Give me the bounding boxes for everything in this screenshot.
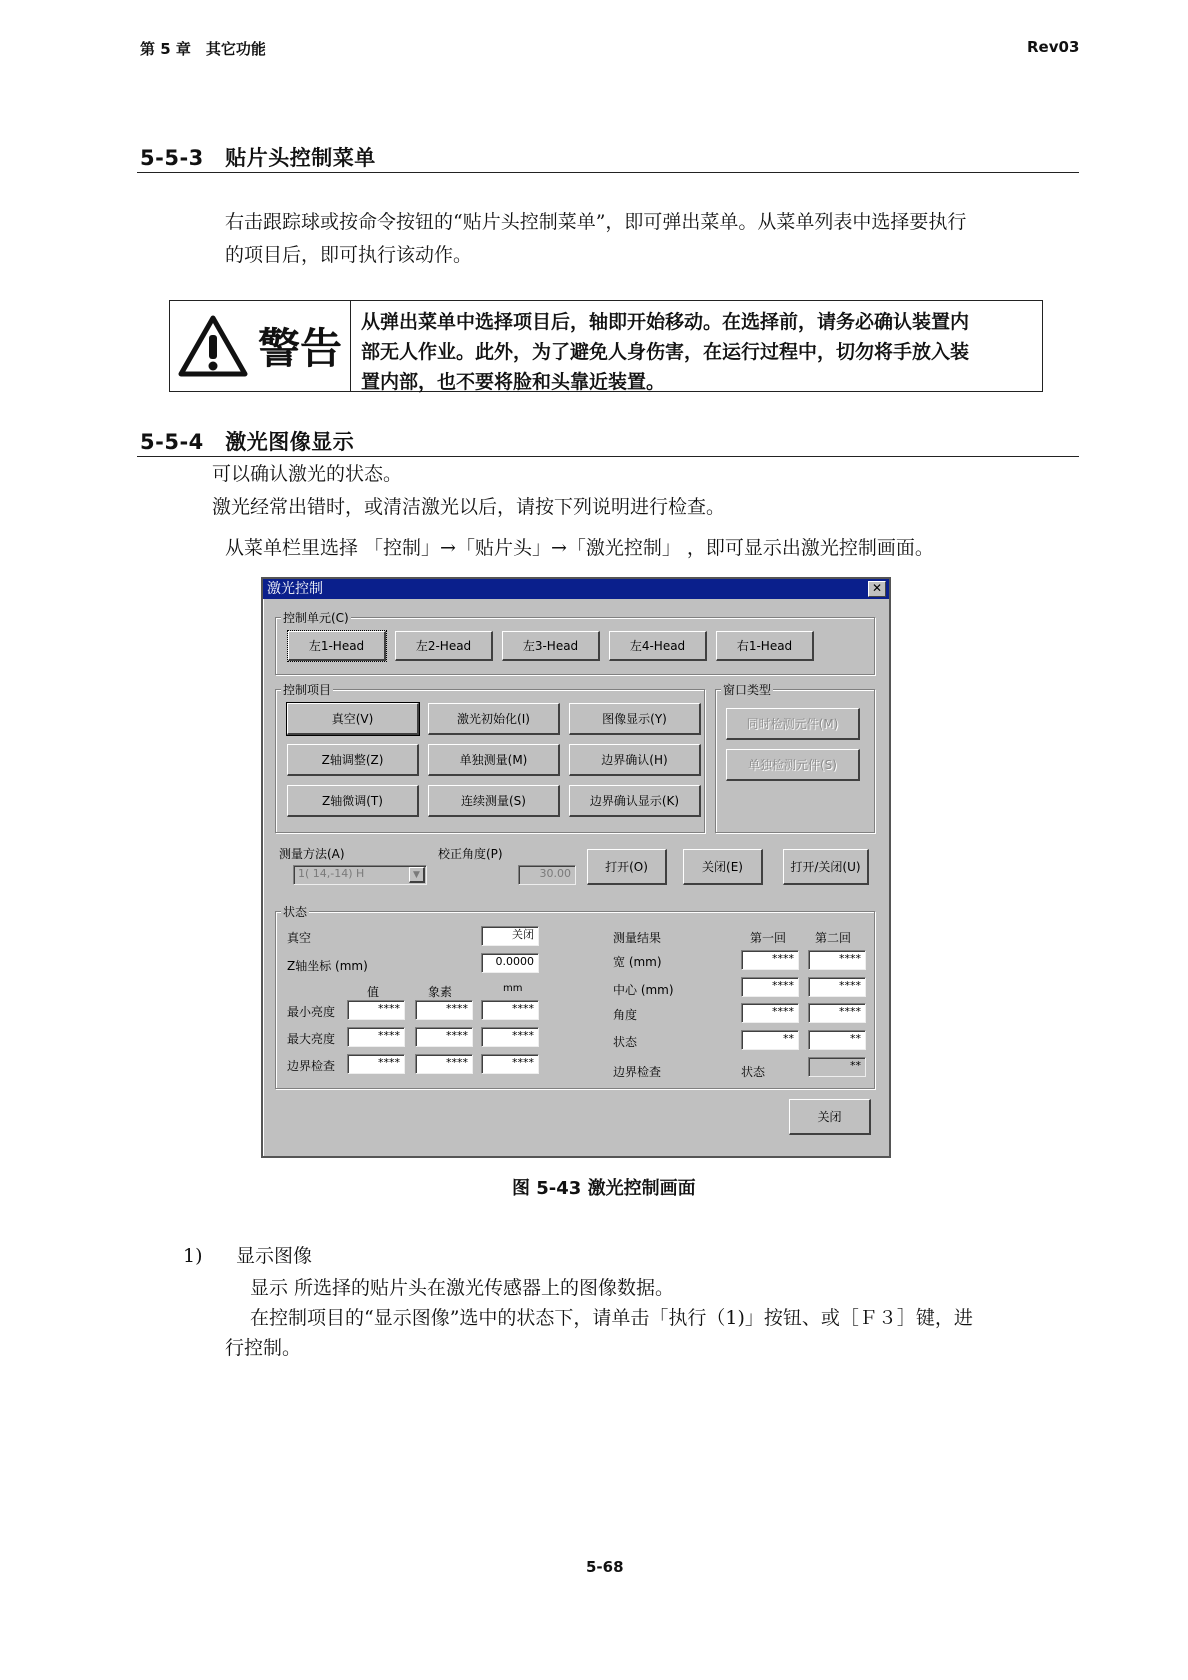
result-cell: ** (741, 1030, 799, 1050)
status-cell: **** (481, 1027, 539, 1047)
result-cell: **** (741, 977, 799, 997)
boundary-display-button[interactable]: 边界确认显示(K) (569, 785, 701, 817)
status-cell: **** (347, 1054, 405, 1074)
simultaneous-detect-button[interactable]: 同时检测元件(M) (726, 708, 860, 740)
head-button-l3[interactable]: 左3-Head (502, 631, 600, 661)
vacuum-button[interactable]: 真空(V) (287, 703, 419, 735)
control-unit-label: 控制单元(C) (283, 611, 349, 625)
boundary-check-label: 边界检查 (613, 1065, 662, 1079)
boundary-confirm-button[interactable]: 边界确认(H) (569, 744, 701, 776)
item-line: 在控制项目的“显示图像”选中的状态下，请单击「执行（1)」按钮、或［Ｆ３］键，进 (250, 1307, 973, 1329)
item-line: 显示 所选择的贴片头在激光传感器上的图像数据。 (250, 1277, 675, 1299)
warning-text (351, 301, 1042, 391)
paragraph-line: 激光经常出错时，或清洁激光以后，请按下列说明进行检查。 (212, 496, 726, 518)
result-label: 测量结果 (613, 931, 662, 945)
close-icon[interactable]: ✕ (868, 581, 886, 597)
warning-box (169, 300, 1043, 392)
result-row-label: 状态 (613, 1035, 638, 1049)
result-cell: **** (808, 950, 866, 970)
head-button-l2[interactable]: 左2-Head (395, 631, 493, 661)
measure-method-value: 1( 14,-14) H (298, 867, 365, 880)
status-row-label: 边界检查 (287, 1059, 336, 1073)
z-coord-label: Z轴坐标 (mm) (287, 959, 368, 973)
single-detect-button[interactable]: 单独检测元件(S) (726, 749, 860, 781)
chapter-header: 第 5 章 其它功能 (140, 40, 266, 58)
z-coord-field: 0.0000 (481, 953, 539, 973)
status-group-label: 状态 (283, 905, 308, 919)
single-measure-button[interactable]: 单独测量(M) (428, 744, 560, 776)
status-cell: **** (481, 1054, 539, 1074)
paragraph-line: 可以确认激光的状态。 (212, 463, 403, 485)
boundary-status-label: 状态 (741, 1065, 766, 1079)
figure-caption: 图 5-43 激光控制画面 (512, 1178, 696, 1199)
warning-line: 从弹出菜单中选择项目后，轴即开始移动。在选择前，请务必确认装置内 (361, 311, 970, 333)
open-button[interactable]: 打开(O) (587, 849, 667, 885)
paragraph-line: 的项目后，即可执行该动作。 (225, 244, 473, 266)
open-close-button[interactable]: 打开/关闭(U) (783, 849, 869, 885)
page-number: 5-68 (586, 1558, 624, 1576)
status-row-label: 最大亮度 (287, 1032, 336, 1046)
head-button-l1[interactable]: 左1-Head (288, 631, 386, 661)
item-number: 1) (183, 1245, 203, 1267)
section-title-5-5-3: 5-5-3 贴片头控制菜单 (140, 146, 376, 170)
correction-angle-label: 校正角度(P) (438, 847, 503, 861)
result-col-second: 第二回 (815, 931, 852, 945)
dialog-title: 激光控制 (267, 581, 323, 597)
section-rule (137, 456, 1079, 457)
menu-path-text: 从菜单栏里选择 「控制」→「贴片头」→「激光控制」 ，即可显示出激光控制画面。 (225, 537, 934, 559)
status-row-label: 最小亮度 (287, 1005, 336, 1019)
section-rule (137, 172, 1079, 173)
col-header-pixel: 象素 (428, 985, 453, 999)
z-adjust-button[interactable]: Z轴调整(Z) (287, 744, 419, 776)
correction-angle-field[interactable]: 30.00 (518, 865, 576, 885)
laser-init-button[interactable]: 激光初始化(I) (428, 703, 560, 735)
warning-line: 部无人作业。此外，为了避免人身伤害，在运行过程中，切勿将手放入装 (361, 341, 970, 363)
result-row-label: 角度 (613, 1008, 638, 1022)
result-row-label: 中心 (mm) (613, 983, 674, 997)
warning-line: 置内部，也不要将脸和头靠近装置。 (361, 371, 666, 393)
close-shutter-button[interactable]: 关闭(E) (683, 849, 763, 885)
z-fine-tune-button[interactable]: Z轴微调(T) (287, 785, 419, 817)
status-cell: **** (347, 1000, 405, 1020)
col-header-value: 值 (367, 985, 380, 999)
status-cell: **** (415, 1000, 473, 1020)
measure-method-label: 测量方法(A) (279, 847, 345, 861)
vacuum-label: 真空 (287, 931, 312, 945)
continuous-measure-button[interactable]: 连续测量(S) (428, 785, 560, 817)
chevron-down-icon[interactable]: ▼ (409, 867, 425, 883)
head-button-r1[interactable]: 右1-Head (716, 631, 814, 661)
head-button-l4[interactable]: 左4-Head (609, 631, 707, 661)
item-title: 显示图像 (236, 1245, 313, 1267)
result-cell: **** (808, 977, 866, 997)
result-col-first: 第一回 (750, 931, 787, 945)
result-cell: ** (808, 1030, 866, 1050)
item-line: 行控制。 (225, 1337, 302, 1359)
dialog-titlebar[interactable] (263, 579, 889, 599)
status-cell: **** (481, 1000, 539, 1020)
warning-word: 警告 (257, 324, 342, 373)
status-cell: **** (415, 1054, 473, 1074)
result-cell: **** (741, 1003, 799, 1023)
result-cell: **** (808, 1003, 866, 1023)
warning-label (170, 301, 351, 391)
control-items-label: 控制项目 (283, 683, 332, 697)
boundary-status-field: ** (808, 1057, 866, 1077)
dialog-close-button[interactable]: 关闭 (789, 1099, 871, 1135)
status-cell: **** (347, 1027, 405, 1047)
section1-paragraph (225, 206, 966, 272)
result-cell: **** (741, 950, 799, 970)
status-cell: **** (415, 1027, 473, 1047)
revision-label: Rev03 (1027, 38, 1080, 56)
paragraph-line: 右击跟踪球或按命令按钮的“贴片头控制菜单”，即可弹出菜单。从菜单列表中选择要执行 (225, 211, 967, 233)
col-header-mm: mm (503, 983, 523, 994)
section2-paragraph (212, 458, 725, 524)
measure-method-select[interactable] (293, 865, 427, 885)
laser-control-dialog (261, 577, 891, 1158)
vacuum-status-field: 关闭 (481, 926, 539, 946)
image-display-button[interactable]: 图像显示(Y) (569, 703, 701, 735)
warning-triangle-icon (178, 315, 248, 377)
window-type-label: 窗口类型 (723, 683, 772, 697)
section-title-5-5-4: 5-5-4 激光图像显示 (140, 430, 355, 454)
result-row-label: 宽 (mm) (613, 955, 662, 969)
